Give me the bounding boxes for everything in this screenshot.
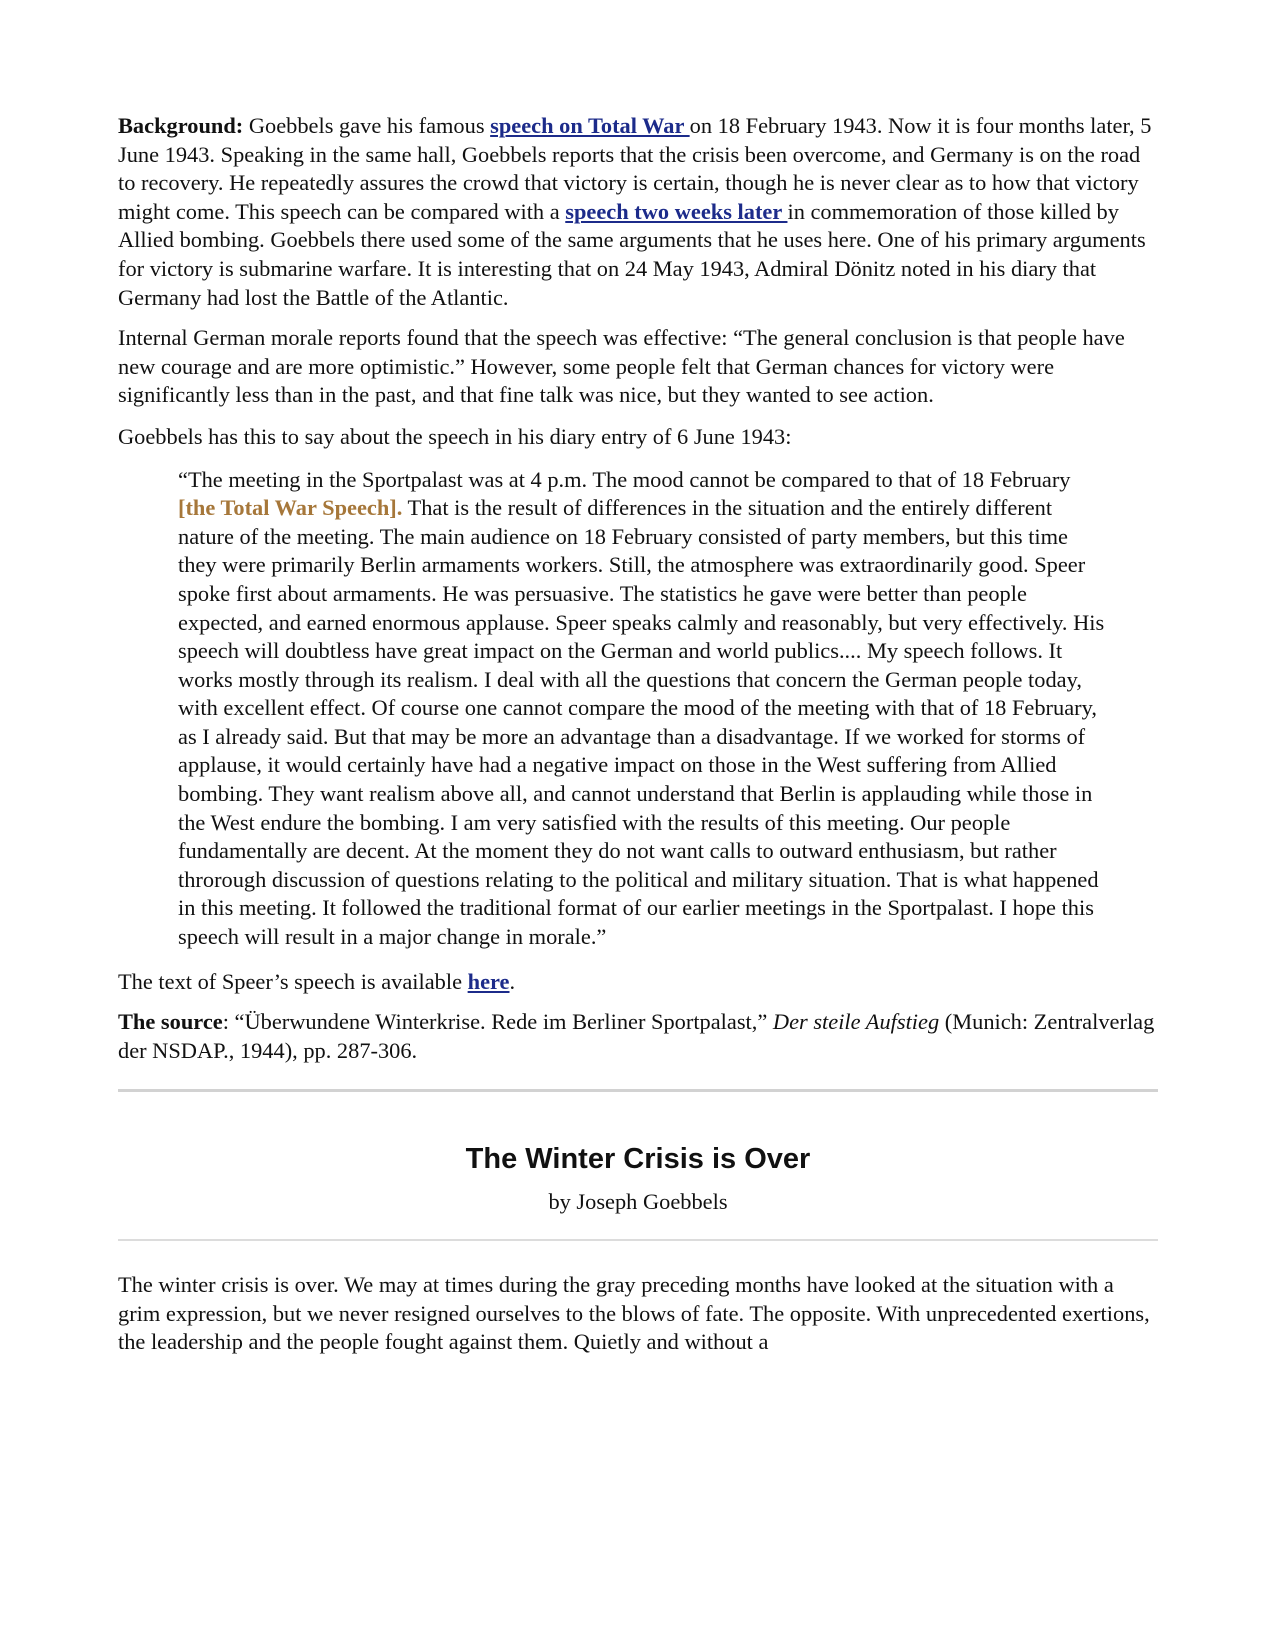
source-label: The source xyxy=(118,1009,223,1035)
speer-text-1: The text of Speer’s speech is available xyxy=(118,968,468,994)
background-text-2: on 18 February 1943. Now it is four months later, 5 June 1943. Speaking in the same hall, Goebbels reports that the crisis been overcome, and Germany is on the road to recovery. He repeatedly assures the crowd that victory is certain, though he is never clear as to how that victory might come. This speech can be compared with a xyxy=(118,113,1152,224)
source-text-1: : “Überwundene Winterkrise. Rede im Berliner Sportpalast,” xyxy=(222,1009,773,1035)
speer-text-2: . xyxy=(509,968,516,994)
horizontal-divider xyxy=(118,1089,1158,1092)
source-paragraph xyxy=(118,1008,1158,1065)
editor-note: [the Total War Speech]. xyxy=(178,495,403,521)
speer-speech-link[interactable]: here xyxy=(467,968,510,994)
background-label: Background: xyxy=(118,113,244,138)
background-paragraph xyxy=(118,112,1158,312)
morale-paragraph: Internal German morale reports found that the speech was effective: “The general conclusion is that people have new courage and are more optimistic.” However, some people felt that German chances for victory were significantly less than in the past, and that fine talk was nice, but they wanted to see action. xyxy=(118,325,1125,408)
document-page xyxy=(118,112,1158,1369)
horizontal-divider-thin xyxy=(118,1239,1158,1241)
total-war-speech-link[interactable]: speech on Total War xyxy=(490,113,690,138)
source-text-2: (Munich: Zentralverlag der NSDAP., 1944), pp. 287-306. xyxy=(118,1009,1155,1063)
diary-quote xyxy=(178,466,1108,952)
speech-byline: by Joseph Goebbels xyxy=(548,1189,728,1215)
speech-title: The Winter Crisis is Over xyxy=(465,1143,811,1176)
background-text-3: in commemoration of those killed by Allied bombing. Goebbels there used some of the same arguments that he uses here. One of his primary arguments for victory is submarine warfare. It is interesting that on 24 May 1943, Admiral Dönitz noted in his diary that Germany had lost the Battle of the Atlantic. xyxy=(118,198,1146,310)
background-text-1: Goebbels gave his famous xyxy=(243,113,491,138)
speer-paragraph xyxy=(118,968,1158,997)
diary-quote-text-2: That is the result of differences in the situation and the entirely different nature of the meeting. The main audience on 18 February consisted of party members, but this time they were primarily Berlin armaments workers. Still, the atmosphere was extraordinarily good. Speer spoke first about armaments. He was persuasive. The statistics he gave were better than people expected, and earned enormous applause. Speer speaks calmly and reasonably, but very effectively. His speech will doubtless have great impact on the German and world publics.... My speech follows. It works mostly through its realism. I deal with all the questions that concern the German people today, with excellent effect. Of course one cannot compare the mood of the meeting with that of 18 February, as I already said. But that may be more an advantage than a disadvantage. If we worked for storms of applause, it would certainly have had a negative impact on those in the West suffering from Allied bombing. They want realism above all, and cannot understand that Berlin is applauding while those in the West endure the bombing. I am very satisfied with the results of this meeting. Our people fundamentally are decent. At the moment they do not want calls to outward enthusiasm, but rather throrough discussion of questions relating to the political and military situation. That is what happened in this meeting. It followed the traditional format of our earlier meetings in the Sportpalast. I hope this speech will result in a major change in morale.” xyxy=(178,495,1105,950)
diary-intro-paragraph: Goebbels has this to say about the speech in his diary entry of 6 June 1943: xyxy=(118,423,792,449)
speech-opening-paragraph: The winter crisis is over. We may at times during the gray preceding months have looked at the situation with a grim expression, but we never resigned ourselves to the blows of fate. The opposite. With unprecedented exertions, the leadership and the people fought against them. Quietly and without a xyxy=(118,1272,1150,1355)
speech-two-weeks-later-link[interactable]: speech two weeks later xyxy=(565,198,788,224)
source-book-title: Der steile Aufstieg xyxy=(772,1009,940,1035)
diary-quote-text-1: “The meeting in the Sportpalast was at 4 p.m. The mood cannot be compared to that of 18 February xyxy=(178,466,1071,492)
